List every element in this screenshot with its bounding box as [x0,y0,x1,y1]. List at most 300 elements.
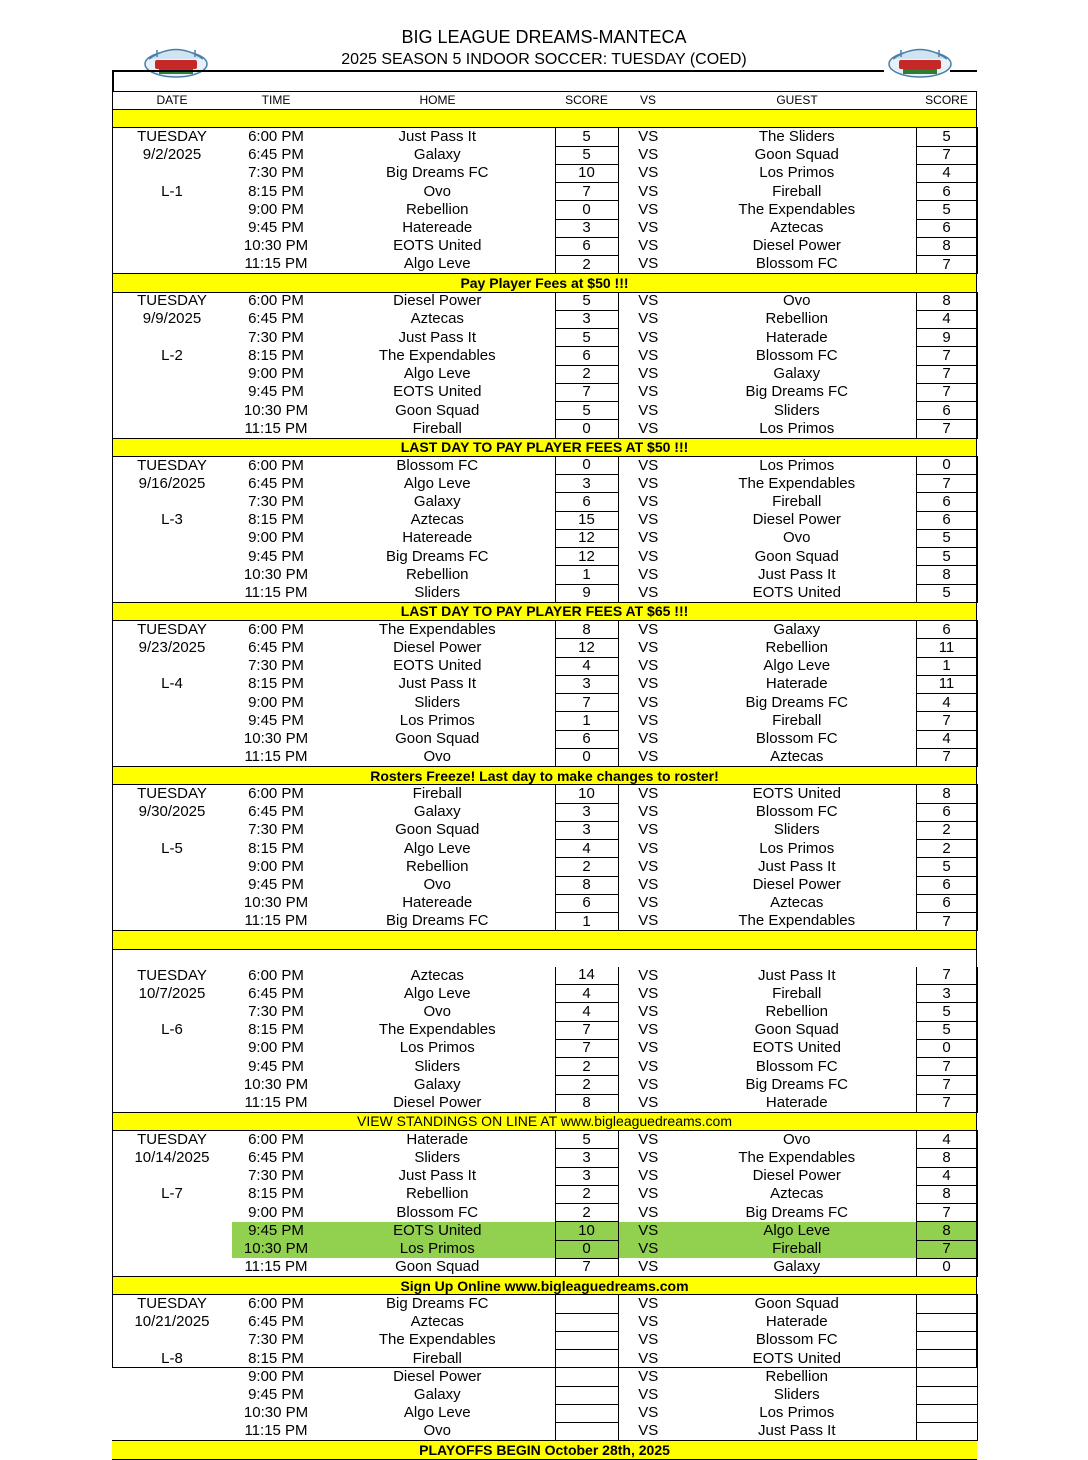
guest-score-cell: 4 [916,1131,977,1149]
date-cell [112,548,232,566]
guest-score-cell: 7 [916,475,977,493]
col-header-guest: GUEST [678,92,916,110]
home-score-cell: 5 [555,402,618,420]
home-team-cell: Big Dreams FC [385,547,489,565]
game-row [112,383,977,401]
game-row [112,621,977,639]
home-score-cell: 10 [555,164,618,182]
guest-team-cell: Just Pass It [757,565,836,583]
home-team-cell: Galaxy [413,803,461,821]
vs-cell: VS [638,182,659,200]
guest-score-cell: 5 [916,584,977,602]
game-row [112,1076,977,1094]
guest-team-cell: Diesel Power [752,1167,841,1185]
game-row [112,1094,977,1112]
date-cell [112,821,232,839]
vs-cell: VS [638,675,659,693]
date-cell [112,1386,232,1404]
home-team-cell: Rebellion [405,1185,469,1203]
vs-cell: VS [638,328,659,346]
date-cell [112,748,232,766]
guest-team-cell: EOTS United [752,1039,841,1057]
guest-score-cell: 8 [916,1185,977,1203]
guest-team-cell: Haterade [765,1094,828,1111]
guest-score-cell: 7 [916,365,977,383]
vs-cell: VS [638,803,659,821]
guest-team-cell: Ovo [782,1130,811,1148]
guest-team-cell: The Expendables [738,474,856,492]
guest-score-cell: 7 [916,1058,977,1076]
home-team-cell: Just Pass It [398,328,477,346]
guest-team-cell: Rebellion [765,638,829,656]
vs-cell: VS [638,1331,659,1349]
guest-team-cell: Haterade [765,1313,828,1331]
game-row [112,876,977,894]
date-cell: L-2 [161,346,183,364]
time-cell: 6:00 PM [248,966,304,984]
home-team-cell: Fireball [412,785,462,803]
home-team-cell: Aztecas [410,511,464,529]
date-cell: 9/16/2025 [138,474,206,492]
date-cell [112,1240,232,1258]
guest-team-cell: Fireball [772,711,822,729]
col-header-date: DATE [112,92,232,110]
game-row [112,511,977,529]
game-row [112,1331,977,1349]
time-cell: 10:30 PM [243,565,309,583]
date-cell [112,402,232,420]
guest-score-cell: 8 [916,237,977,255]
vs-cell: VS [638,219,659,237]
game-row [112,201,977,219]
guest-score-cell [916,1404,977,1422]
guest-score-cell: 6 [916,493,977,511]
game-row [112,256,977,274]
home-score-cell: 0 [555,456,618,474]
home-score-cell [555,1331,618,1349]
game-row [112,475,977,493]
guest-team-cell: Aztecas [770,1185,824,1203]
note-text: Pay Player Fees at $50 !!! [112,274,977,292]
vs-cell: VS [638,1130,659,1148]
vs-cell: VS [638,164,659,182]
home-team-cell: Sliders [414,1057,461,1075]
date-cell [112,237,232,255]
home-team-cell: Algo Leve [403,474,471,492]
home-team-cell: Algo Leve [403,365,471,383]
guest-score-cell: 7 [916,913,977,931]
guest-team-cell: Goon Squad [754,1295,839,1313]
note-text [112,931,977,949]
game-row [112,913,977,931]
game-row [112,694,977,712]
date-cell: 9/9/2025 [142,310,202,328]
game-row [112,456,977,474]
date-cell [112,164,232,182]
date-cell [112,529,232,547]
home-team-cell: Diesel Power [393,1367,482,1385]
guest-score-cell [916,1423,977,1441]
vs-cell: VS [638,839,659,857]
time-cell: 9:00 PM [248,1039,304,1057]
home-team-cell: EOTS United [393,383,482,401]
game-row [112,566,977,584]
time-cell: 9:45 PM [248,1057,304,1075]
game-row [112,420,977,438]
guest-score-cell: 7 [916,1240,977,1258]
home-score-cell: 0 [555,1240,618,1258]
guest-team-cell: Diesel Power [752,511,841,529]
vs-cell: VS [638,894,659,912]
game-row [112,365,977,383]
game-row [112,1295,977,1313]
guest-team-cell: The Expendables [738,200,856,218]
game-row [112,128,977,146]
guest-score-cell [916,1331,977,1349]
game-row [112,1003,977,1021]
guest-score-cell: 7 [916,1076,977,1094]
date-cell: 10/14/2025 [134,1148,210,1166]
guest-team-cell: Ovo [782,529,811,547]
guest-score-cell: 5 [916,1021,977,1039]
date-cell [112,913,232,931]
vs-cell: VS [638,1313,659,1331]
vs-cell: VS [638,966,659,984]
home-score-cell: 6 [555,894,618,912]
time-cell: 9:45 PM [248,219,304,237]
vs-cell: VS [638,584,659,601]
guest-score-cell: 7 [916,712,977,730]
guest-team-cell: EOTS United [752,785,841,803]
time-cell: 11:15 PM [244,1094,308,1111]
time-cell: 10:30 PM [243,237,309,255]
schedule-body [112,110,977,1460]
guest-team-cell: Rebellion [765,310,829,328]
guest-score-cell: 4 [916,1167,977,1185]
date-cell [112,858,232,876]
home-team-cell: Goon Squad [395,1258,480,1276]
home-score-cell: 4 [555,657,618,675]
note-band [112,602,977,620]
home-team-cell: The Expendables [378,346,496,364]
home-score-cell: 12 [555,548,618,566]
home-team-cell: Goon Squad [395,401,480,419]
col-header-vs: VS [618,92,678,110]
game-row [112,1131,977,1149]
home-score-cell: 10 [555,785,618,803]
vs-cell: VS [638,620,659,638]
home-team-cell: The Expendables [378,620,496,638]
time-cell: 6:45 PM [248,474,304,492]
date-cell: TUESDAY [137,966,207,984]
home-score-cell: 5 [555,1131,618,1149]
guest-team-cell: Los Primos [759,456,835,474]
vs-cell: VS [638,492,659,510]
vs-cell: VS [638,1148,659,1166]
guest-team-cell: Los Primos [759,839,835,857]
home-team-cell: Hatereade [402,529,473,547]
guest-score-cell: 2 [916,840,977,858]
time-cell: 11:15 PM [244,748,308,766]
time-cell: 10:30 PM [243,1075,309,1093]
home-score-cell [555,1368,618,1386]
guest-score-cell: 4 [916,694,977,712]
time-cell: 11:15 PM [244,419,308,437]
date-cell: L-4 [161,675,183,693]
vs-cell: VS [638,1367,659,1385]
home-score-cell: 6 [555,347,618,365]
date-cell [112,1204,232,1222]
game-row [112,493,977,511]
game-row [112,183,977,201]
date-cell [112,694,232,712]
home-team-cell: Big Dreams FC [385,164,489,182]
home-score-cell: 3 [555,219,618,237]
home-score-cell: 7 [555,1039,618,1057]
time-cell: 6:00 PM [248,456,304,474]
guest-team-cell: The Sliders [758,128,835,146]
time-cell: 9:00 PM [248,693,304,711]
game-row [112,894,977,912]
game-row [112,1021,977,1039]
guest-score-cell [916,1386,977,1404]
vs-cell: VS [638,876,659,894]
home-team-cell: Hatereade [402,219,473,237]
home-team-cell: Ovo [423,182,451,200]
vs-cell: VS [638,1258,659,1276]
vs-cell: VS [638,565,659,583]
guest-score-cell: 6 [916,803,977,821]
time-cell: 7:30 PM [248,1331,304,1349]
home-team-cell: Sliders [414,1148,461,1166]
home-team-cell: Goon Squad [395,730,480,748]
guest-score-cell: 7 [916,383,977,401]
home-score-cell: 0 [555,201,618,219]
vs-cell: VS [638,912,659,930]
vs-cell: VS [638,1203,659,1221]
date-cell [112,1039,232,1057]
guest-team-cell: Fireball [772,492,822,510]
guest-team-cell: Blossom FC [755,1331,838,1349]
col-header-time: TIME [232,92,320,110]
guest-team-cell: Big Dreams FC [745,693,849,711]
note-text: VIEW STANDINGS ON LINE AT www.bigleaguedreams.com [112,1112,977,1130]
date-cell [112,894,232,912]
home-team-cell: Ovo [423,1002,451,1020]
vs-cell: VS [638,128,659,146]
guest-team-cell: Big Dreams FC [745,1075,849,1093]
guest-team-cell: Galaxy [773,365,821,383]
date-cell: TUESDAY [137,292,207,310]
home-team-cell: Ovo [423,876,451,894]
note-text: LAST DAY TO PAY PLAYER FEES AT $50 !!! [112,438,977,456]
date-cell [112,256,232,274]
vs-cell: VS [638,1039,659,1057]
separator-band [112,110,977,128]
note-text: LAST DAY TO PAY PLAYER FEES AT $65 !!! [112,602,977,620]
frame-rule [112,70,114,92]
time-cell: 6:00 PM [248,292,304,310]
guest-team-cell: Ovo [782,292,811,310]
time-cell: 10:30 PM [243,401,309,419]
home-score-cell: 3 [555,1167,618,1185]
home-team-cell: Ovo [423,748,451,766]
guest-score-cell: 5 [916,1003,977,1021]
guest-team-cell: Blossom FC [755,730,838,748]
date-cell: 9/23/2025 [138,638,206,656]
vs-cell: VS [638,748,659,766]
home-team-cell: Los Primos [399,711,475,729]
vs-cell: VS [638,821,659,839]
vs-cell: VS [638,292,659,310]
guest-team-cell: Sliders [773,821,820,839]
guest-score-cell: 5 [916,858,977,876]
guest-score-cell: 7 [916,1204,977,1222]
guest-team-cell: Blossom FC [755,255,838,273]
guest-team-cell: Just Pass It [757,966,836,984]
guest-team-cell: Haterade [765,675,828,693]
vs-cell: VS [638,346,659,364]
game-row [112,967,977,985]
guest-team-cell: Goon Squad [754,547,839,565]
home-team-cell: Goon Squad [395,821,480,839]
time-cell: 11:15 PM [244,1422,308,1440]
vs-cell: VS [638,383,659,401]
date-cell [112,1404,232,1422]
guest-team-cell: Goon Squad [754,1021,839,1039]
home-score-cell [555,1404,618,1422]
vs-cell: VS [638,1057,659,1075]
date-cell [112,1058,232,1076]
guest-score-cell: 6 [916,402,977,420]
note-band [112,438,977,456]
game-row [112,1258,977,1276]
guest-score-cell: 5 [916,548,977,566]
home-team-cell: Big Dreams FC [385,1295,489,1313]
date-cell: TUESDAY [137,785,207,803]
vs-cell: VS [618,1240,678,1258]
guest-score-cell: 2 [916,821,977,839]
guest-score-cell: 4 [916,730,977,748]
home-team-cell: Los Primos [320,1240,555,1258]
home-score-cell: 7 [555,694,618,712]
vs-cell: VS [638,1094,659,1111]
date-cell: L-5 [161,839,183,857]
home-score-cell: 2 [555,365,618,383]
guest-score-cell: 11 [916,639,977,657]
time-cell: 7:30 PM [248,1002,304,1020]
guest-team-cell: The Expendables [738,1148,856,1166]
date-cell: L-7 [161,1185,183,1203]
date-cell [112,730,232,748]
home-team-cell: Algo Leve [403,839,471,857]
note-text: Rosters Freeze! Last day to make changes to roster! [112,767,977,785]
date-cell [112,1076,232,1094]
guest-score-cell: 1 [916,657,977,675]
home-score-cell: 10 [555,1222,618,1240]
vs-cell: VS [638,200,659,218]
home-score-cell: 14 [555,967,618,985]
guest-team-cell: Diesel Power [752,876,841,894]
home-score-cell: 6 [555,493,618,511]
game-row [112,1423,977,1441]
game-row [112,1058,977,1076]
date-cell: TUESDAY [137,1295,207,1313]
guest-team-cell: Fireball [678,1240,916,1258]
home-team-cell: Blossom FC [396,456,479,474]
vs-cell: VS [638,785,659,803]
vs-cell: VS [638,730,659,748]
col-header-home-score: SCORE [555,92,618,110]
home-team-cell: Galaxy [413,146,461,164]
date-cell [112,566,232,584]
game-row [112,1149,977,1167]
guest-score-cell: 11 [916,675,977,693]
home-team-cell: Rebellion [405,200,469,218]
time-cell: 7:30 PM [248,164,304,182]
guest-team-cell: Blossom FC [755,346,838,364]
time-cell: 6:45 PM [248,310,304,328]
home-team-cell: The Expendables [378,1331,496,1349]
date-cell: 10/21/2025 [134,1313,210,1331]
date-cell [112,1368,232,1386]
guest-score-cell: 0 [916,1258,977,1276]
guest-score-cell: 5 [916,201,977,219]
guest-team-cell: Aztecas [770,219,824,237]
home-score-cell [555,1295,618,1313]
vs-cell: VS [638,1021,659,1039]
home-team-cell: Diesel Power [393,1094,482,1111]
home-score-cell: 3 [555,310,618,328]
guest-score-cell: 6 [916,511,977,529]
spacer-row [112,949,977,967]
game-row [112,748,977,766]
guest-score-cell: 7 [916,420,977,438]
vs-cell: VS [638,456,659,474]
date-cell: 9/30/2025 [138,803,206,821]
game-row [112,639,977,657]
vs-cell: VS [638,657,659,675]
time-cell: 8:15 PM [248,1349,304,1367]
note-text: PLAYOFFS BEGIN October 28th, 2025 [112,1441,977,1459]
guest-score-cell: 6 [916,621,977,639]
guest-team-cell: Diesel Power [752,237,841,255]
game-row [112,1350,977,1368]
home-team-cell: Rebellion [405,857,469,875]
guest-score-cell: 4 [916,164,977,182]
vs-cell: VS [638,857,659,875]
time-cell: 10:30 PM [232,1240,320,1258]
guest-score-cell: 7 [916,347,977,365]
game-row [112,1167,977,1185]
guest-team-cell: Galaxy [773,620,821,638]
time-cell: 6:45 PM [248,638,304,656]
game-row [112,529,977,547]
vs-cell: VS [638,1295,659,1313]
note-text: Sign Up Online www.bigleaguedreams.com [112,1277,977,1295]
vs-cell: VS [638,638,659,656]
league-logo [887,42,953,80]
time-cell: 6:00 PM [248,1130,304,1148]
game-row [112,292,977,310]
vs-cell: VS [638,1404,659,1422]
time-cell: 9:00 PM [248,200,304,218]
game-row [112,1386,977,1404]
time-cell: 10:30 PM [243,1404,309,1422]
game-row [112,712,977,730]
guest-team-cell: Fireball [772,182,822,200]
date-cell [112,219,232,237]
